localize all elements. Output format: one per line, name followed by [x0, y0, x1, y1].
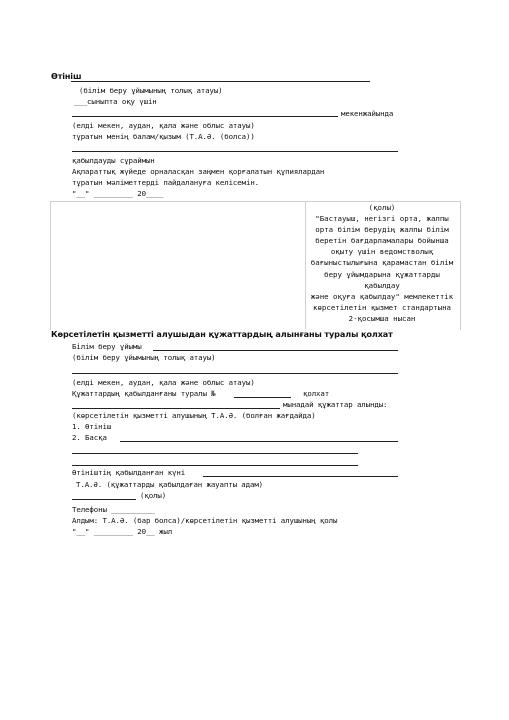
receipt-number-label: Құжаттардың қабылданғаны туралы №: [72, 389, 216, 398]
receipt-org-label: Білім беру ұйымы: [72, 342, 142, 351]
extra-line-2: [72, 465, 358, 466]
accepted-date-line: [203, 476, 398, 477]
form-attachment-note: (қолы) "Бастауыш, негізгі орта, жалпы орта білім берудің жалпы білім беретін бағдарламалары бойынша оқыту үшін ведомстволық бағыныстылығына қарамастан білім беру ұйымдарына құжаттарды қабылдау және оқуға қабылдау" мемлекеттік көрсетілетін қызмет стандартына 2-қосымша нысан: [310, 203, 454, 323]
extra-line-1: [72, 453, 358, 454]
receipt-address-caption: (елді мекен, аудан, қала және облыс атауы): [72, 378, 255, 387]
receipt-word: қолхат: [303, 389, 330, 398]
address-line: [72, 116, 338, 117]
signature-line: [72, 499, 136, 500]
consent-line-1: Ақпараттық жүйеде орналасқан заңмен қорғалатын құпиялардан: [72, 167, 325, 176]
child-name-line: [72, 151, 398, 152]
item-other-line: [120, 441, 398, 442]
accepted-date-label: Өтініштің қабылданған күні: [72, 468, 186, 477]
address-caption: (елді мекен, аудан, қала және облыс атауы): [72, 121, 255, 130]
signature-caption: (қолы): [140, 491, 167, 500]
receipt-address-line: [72, 373, 398, 374]
receipt-number-line: [234, 397, 291, 398]
consent-line-2: тұратын мәліметтерді пайдалануға келісемін.: [72, 178, 260, 187]
receipt-date: "__" _________ 20__ жыл: [72, 527, 173, 536]
recipient-caption: (көрсетілетін қызметті алушының Т.А.Ә. (болған жағдайда): [72, 411, 316, 420]
receipt-org-line: [153, 350, 398, 351]
org-name-caption: (білім беру ұйымының толық атауы): [79, 86, 223, 95]
request-text: қабылдауды сұраймын: [72, 156, 155, 165]
class-study-text: ___сыныпта оқу үшін: [74, 97, 157, 106]
phone-field: Телефоны __________: [72, 505, 155, 514]
item-other: 2. Басқа: [72, 433, 107, 442]
application-date: "__" _________ 20____: [72, 189, 164, 198]
address-suffix: мекенжайында: [341, 109, 394, 118]
receipt-org-caption: (білім беру ұйымының толық атауы): [72, 353, 216, 362]
application-heading: Өтініш: [51, 72, 82, 81]
receipt-title: Көрсетілетін қызметті алушыдан құжаттардың алынғаны туралы қолхат: [51, 329, 393, 339]
responsible-person-caption: Т.А.Ә. (құжаттарды қабылдаған жауапты адам): [76, 480, 264, 489]
received-docs-text: мынадай құжаттар алынды:: [283, 400, 388, 409]
received-by-line: Алдым: Т.А.Ә. (бар болса)/көрсетілетін қызметті алушының қолы: [72, 516, 338, 525]
item-application: 1. Өтініш: [72, 422, 112, 431]
child-caption: тұратын менің балам/қызым (Т.А.Ә. (болса)): [72, 132, 255, 141]
org-name-line: [71, 81, 370, 82]
recipient-line: [72, 408, 280, 409]
